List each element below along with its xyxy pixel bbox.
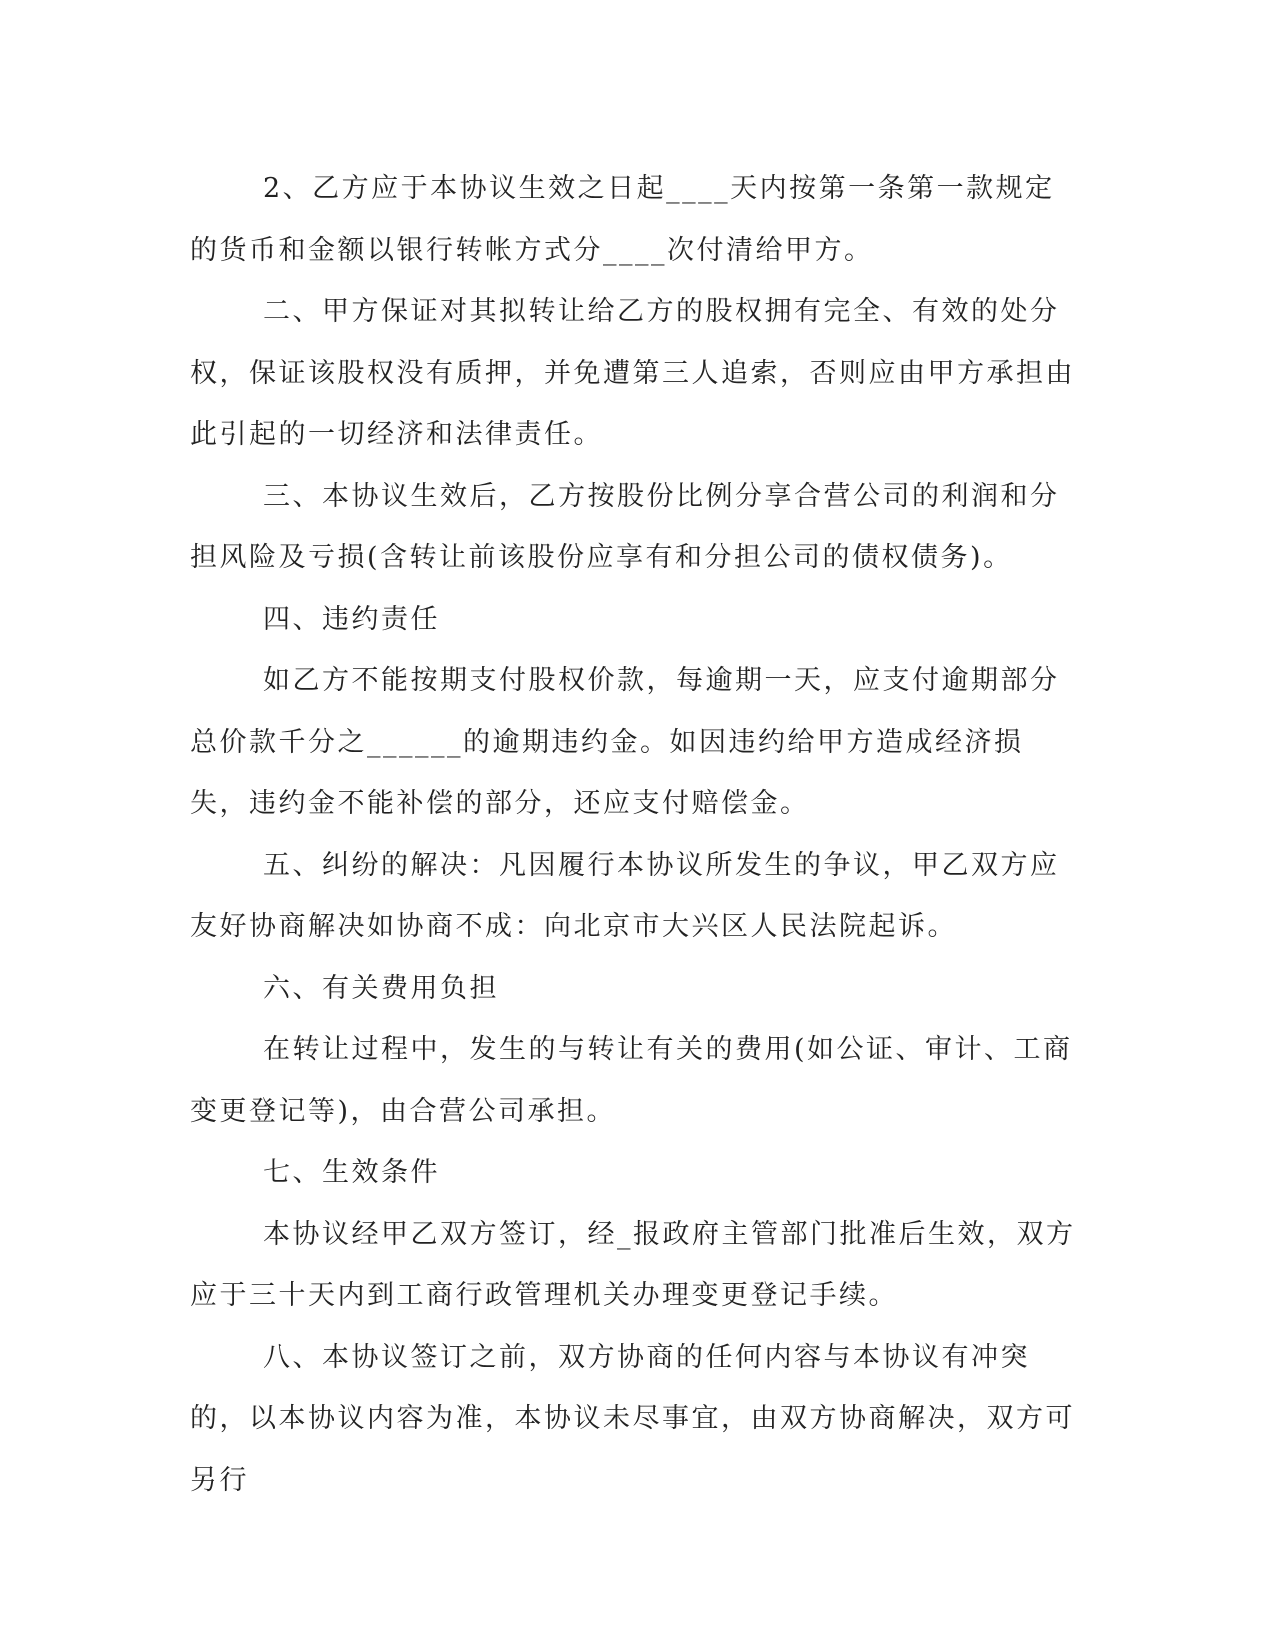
paragraph-section-7-effectiveness: 本协议经甲乙双方签订，经_报政府主管部门批准后生效，双方应于三十天内到工商行政管理机关办理变更登记手续。 [190, 1218, 1076, 1311]
paragraph-section-8-precedence: 八、本协议签订之前，双方协商的任何内容与本协议有冲突的，以本协议内容为准，本协议未尽事宜，由双方协商解决，双方可另行 [190, 1341, 1075, 1496]
heading-section-6-fees: 六、有关费用负担 [263, 972, 499, 1004]
heading-section-4-breach: 四、违约责任 [263, 603, 440, 635]
heading-section-7-effectiveness: 七、生效条件 [263, 1157, 440, 1188]
document-body [190, 158, 1080, 1511]
paragraph-section-2-warranty: 二、甲方保证对其拟转让给乙方的股权拥有完全、有效的处分权，保证该股权没有质押，并免遭第三人追索，否则应由甲方承担由此引起的一切经济和法律责任。 [190, 296, 1075, 450]
paragraph-section-5-dispute: 五、纠纷的解决：凡因履行本协议所发生的争议，甲乙双方应友好协商解决如协商不成：向北京市大兴区人民法院起诉。 [190, 849, 1060, 942]
paragraph-section-3-profit-sharing: 三、本协议生效后，乙方按股份比例分享合营公司的利润和分担风险及亏损(含转让前该股份应享有和分担公司的债权债务)。 [190, 480, 1060, 573]
paragraph-section-4-penalty: 如乙方不能按期支付股权价款，每逾期一天，应支付逾期部分总价款千分之______的逾期违约金。如因违约给甲方造成经济损失，违约金不能补偿的部分，还应支付赔偿金。 [190, 665, 1060, 819]
paragraph-payment-terms: 2、乙方应于本协议生效之日起____天内按第一条第一款规定的货币和金额以银行转帐方式分____次付清给甲方。 [190, 173, 1055, 266]
paragraph-section-6-fees: 在转让过程中，发生的与转让有关的费用(如公证、审计、工商变更登记等)，由合营公司承担。 [190, 1034, 1073, 1127]
